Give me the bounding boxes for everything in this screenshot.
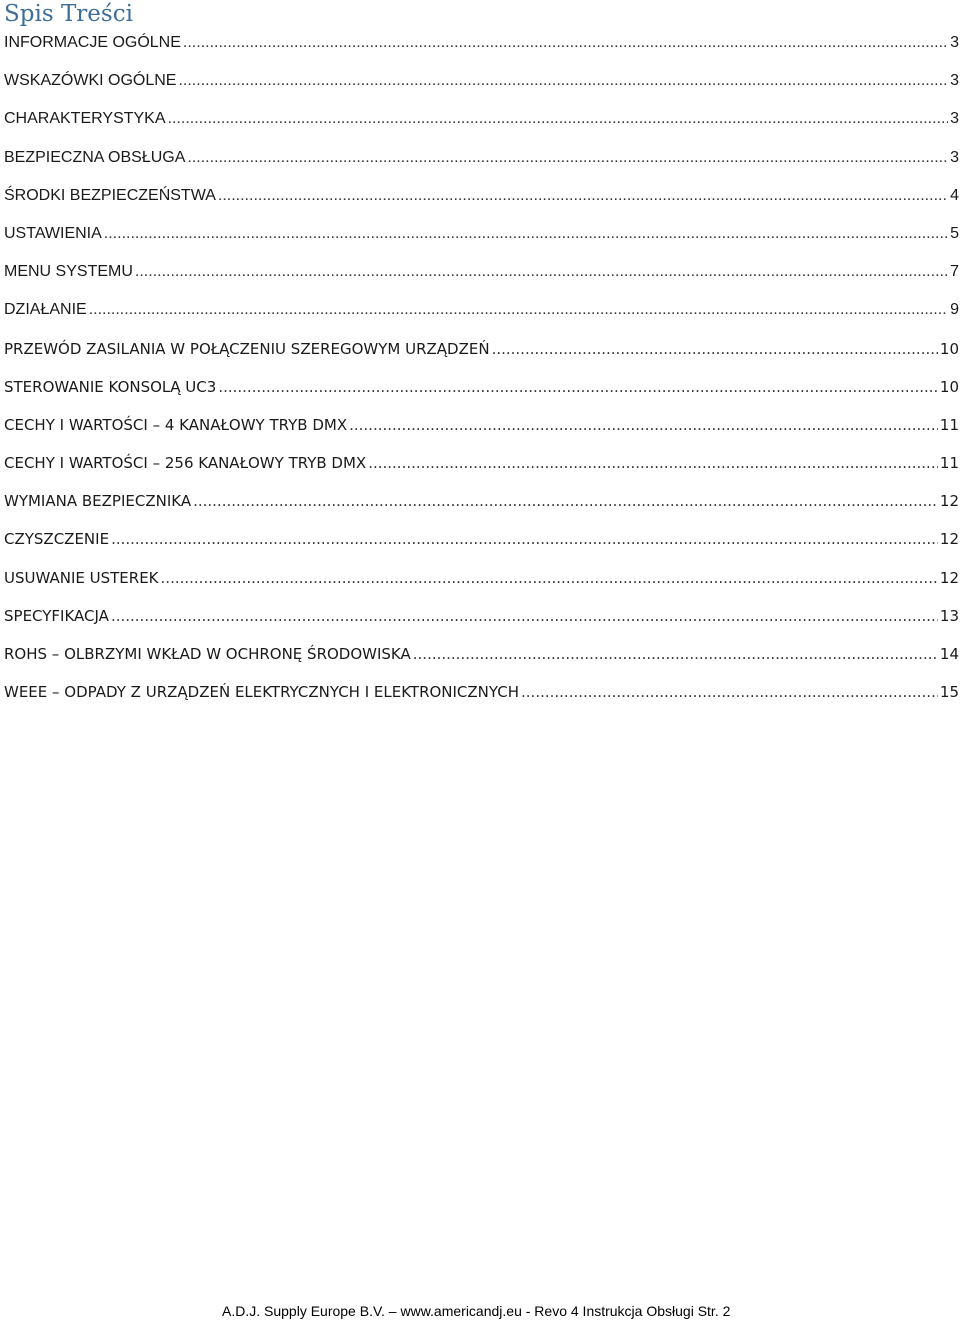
toc-entry-page: 5 [950,224,959,242]
toc-entry-page: 12 [939,568,959,587]
toc-entry-label: BEZPIECZNA OBSŁUGA [4,148,186,166]
toc-entry-charakterystyka[interactable] [4,108,959,146]
toc-leader-dots [183,32,948,54]
toc-leader-dots [349,414,938,436]
toc-entry-sterowanie-konsola[interactable] [4,376,959,414]
toc-leader-dots [368,452,938,474]
toc-entry-page: 11 [939,415,959,434]
toc-entry-czyszczenie[interactable] [4,528,959,566]
toc-entry-page: 4 [950,186,959,204]
toc-entry-menu-systemu[interactable] [4,261,959,299]
toc-entry-page: 3 [950,110,959,128]
toc-entry-label: CECHY I WARTOŚCI – 4 KANAŁOWY TRYB DMX [4,415,348,434]
toc-entry-ustawienia[interactable] [4,223,959,261]
toc-leader-dots [492,338,938,360]
toc-entry-przewod-zasilania[interactable] [4,338,959,376]
toc-entry-page: 12 [939,492,959,511]
toc-leader-dots [178,70,948,92]
toc-leader-dots [161,567,938,589]
toc-entry-cechy-4-kanalowy[interactable] [4,414,959,452]
toc-entry-label: CECHY I WARTOŚCI – 256 KANAŁOWY TRYB DMX [4,454,367,473]
toc-entry-label: CHARAKTERYSTYKA [4,110,166,128]
toc-leader-dots [89,299,948,321]
toc-entry-label: SPECYFIKACJA [4,606,109,625]
toc-entry-specyfikacja[interactable] [4,605,959,643]
toc-entry-wymiana-bezpiecznika[interactable] [4,490,959,528]
toc-entry-dzialanie[interactable] [4,299,959,337]
toc-entry-label: DZIAŁANIE [4,301,87,319]
toc-entry-label: WSKAZÓWKI OGÓLNE [4,72,177,90]
toc-entry-informacje-ogolne[interactable] [4,32,959,70]
toc-entry-page: 3 [950,34,959,51]
toc-entry-label: USTAWIENIA [4,224,102,242]
toc-entry-label: STEROWANIE KONSOLĄ UC3 [4,377,217,396]
toc-title: Spis Treści [4,1,133,27]
toc-entry-label: PRZEWÓD ZASILANIA W POŁĄCZENIU SZEREGOWYM URZĄDZEŃ [4,339,490,358]
toc-entry-page: 3 [950,148,959,166]
toc-leader-dots [111,528,938,550]
toc-entry-page: 7 [950,263,959,281]
toc-entry-page: 9 [950,301,959,319]
toc-entry-wskazowki-ogolne[interactable] [4,70,959,108]
toc-entry-page: 15 [939,683,959,702]
toc-list [4,32,959,719]
toc-entry-page: 11 [939,454,959,473]
toc-entry-page: 13 [939,606,959,625]
toc-entry-rohs[interactable] [4,643,959,681]
toc-entry-bezpieczna-obsluga[interactable] [4,147,959,185]
toc-entry-page: 14 [939,645,959,663]
toc-leader-dots [187,147,948,169]
toc-entry-label: USUWANIE USTEREK [4,568,159,587]
toc-entry-label: CZYSZCZENIE [4,530,110,549]
toc-entry-page: 10 [939,377,959,396]
toc-entry-srodki-bezpieczenstwa[interactable] [4,185,959,223]
toc-entry-page: 12 [939,530,959,549]
toc-entry-page: 10 [939,339,959,358]
toc-entry-label: WEEE – ODPADY Z URZĄDZEŃ ELEKTRYCZNYCH I ELEKTRONICZNYCH [4,683,520,702]
toc-leader-dots [193,490,938,512]
toc-entry-label: WYMIANA BEZPIECZNIKA [4,492,192,511]
toc-entry-usuwanie-usterek[interactable] [4,567,959,605]
toc-entry-cechy-256-kanalowy[interactable] [4,452,959,490]
toc-entry-label: INFORMACJE OGÓLNE [4,34,181,51]
toc-leader-dots [104,223,948,245]
toc-leader-dots [521,681,938,703]
toc-entry-label: MENU SYSTEMU [4,263,133,281]
toc-entry-label: ROHS – OLBRZYMI WKŁAD W OCHRONĘ ŚRODOWISKA [4,645,411,663]
toc-leader-dots [218,376,938,398]
toc-leader-dots [111,605,938,627]
page-footer: A.D.J. Supply Europe B.V. – www.americandj.eu - Revo 4 Instrukcja Obsługi Str. 2 [222,1303,731,1319]
toc-leader-dots [135,261,948,283]
toc-entry-weee[interactable] [4,681,959,719]
toc-leader-dots [413,643,938,665]
toc-leader-dots [168,108,949,130]
toc-leader-dots [218,185,948,207]
toc-entry-page: 3 [950,72,959,90]
toc-entry-label: ŚRODKI BEZPIECZEŃSTWA [4,186,216,204]
